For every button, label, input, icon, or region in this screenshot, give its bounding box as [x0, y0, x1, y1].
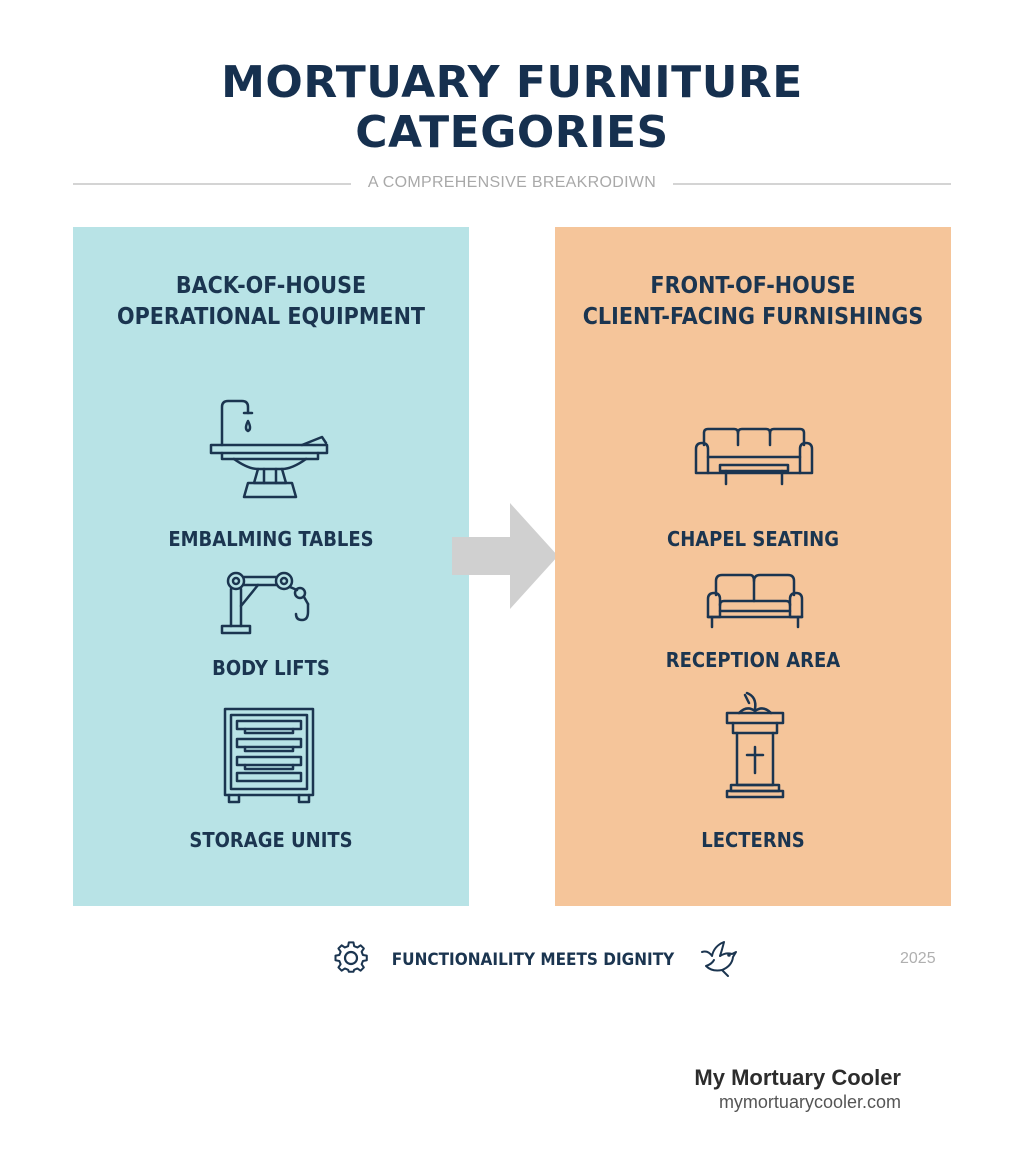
subtitle: A COMPREHENSIVE BREAKRODIWN	[367, 174, 657, 191]
subtitle-row	[73, 172, 951, 196]
title-line-2: CATEGORIES	[355, 107, 669, 158]
dove-icon	[698, 938, 738, 983]
front-of-house-heading-line-2: CLIENT-FACING FURNISHINGS	[582, 304, 924, 330]
back-of-house-heading-line-2: OPERATIONAL EQUIPMENT	[116, 304, 426, 330]
storage-units-label: STORAGE UNITS	[189, 828, 353, 852]
brand-block	[660, 1065, 901, 1113]
front-of-house-heading-line-1: FRONT-OF-HOUSE	[650, 273, 856, 299]
body-lift-icon	[218, 570, 322, 636]
brand-url[interactable]: mymortuarycooler.com	[718, 1092, 901, 1112]
right-arrow-icon	[452, 503, 558, 614]
lectern-icon	[725, 691, 785, 803]
page-title	[0, 58, 1024, 158]
embalming-table-icon	[208, 399, 332, 505]
back-of-house-heading	[93, 271, 449, 333]
body-lifts-label: BODY LIFTS	[212, 656, 330, 680]
back-of-house-heading-line-1: BACK-OF-HOUSE	[175, 273, 367, 299]
front-of-house-heading	[575, 271, 931, 333]
storage-unit-icon	[223, 707, 315, 805]
sofa-icon	[704, 573, 806, 631]
divider-right	[673, 183, 951, 185]
footer-tagline	[334, 940, 738, 980]
gear-icon	[334, 941, 368, 980]
divider-left	[73, 183, 351, 185]
tagline-text: FUNCTIONAILITY MEETS DIGNITY	[391, 950, 675, 970]
year-label: 2025	[900, 950, 936, 967]
title-line-1: MORTUARY FURNITURE	[221, 57, 803, 108]
chapel-seating-label: CHAPEL SEATING	[666, 527, 840, 551]
lecterns-label: LECTERNS	[701, 828, 805, 852]
brand-name: My Mortuary Cooler	[694, 1065, 901, 1090]
back-of-house-panel	[73, 227, 469, 906]
front-of-house-panel	[555, 227, 951, 906]
reception-area-label: RECEPTION AREA	[665, 648, 841, 672]
chapel-seating-icon	[692, 427, 816, 487]
embalming-tables-label: EMBALMING TABLES	[168, 527, 374, 551]
